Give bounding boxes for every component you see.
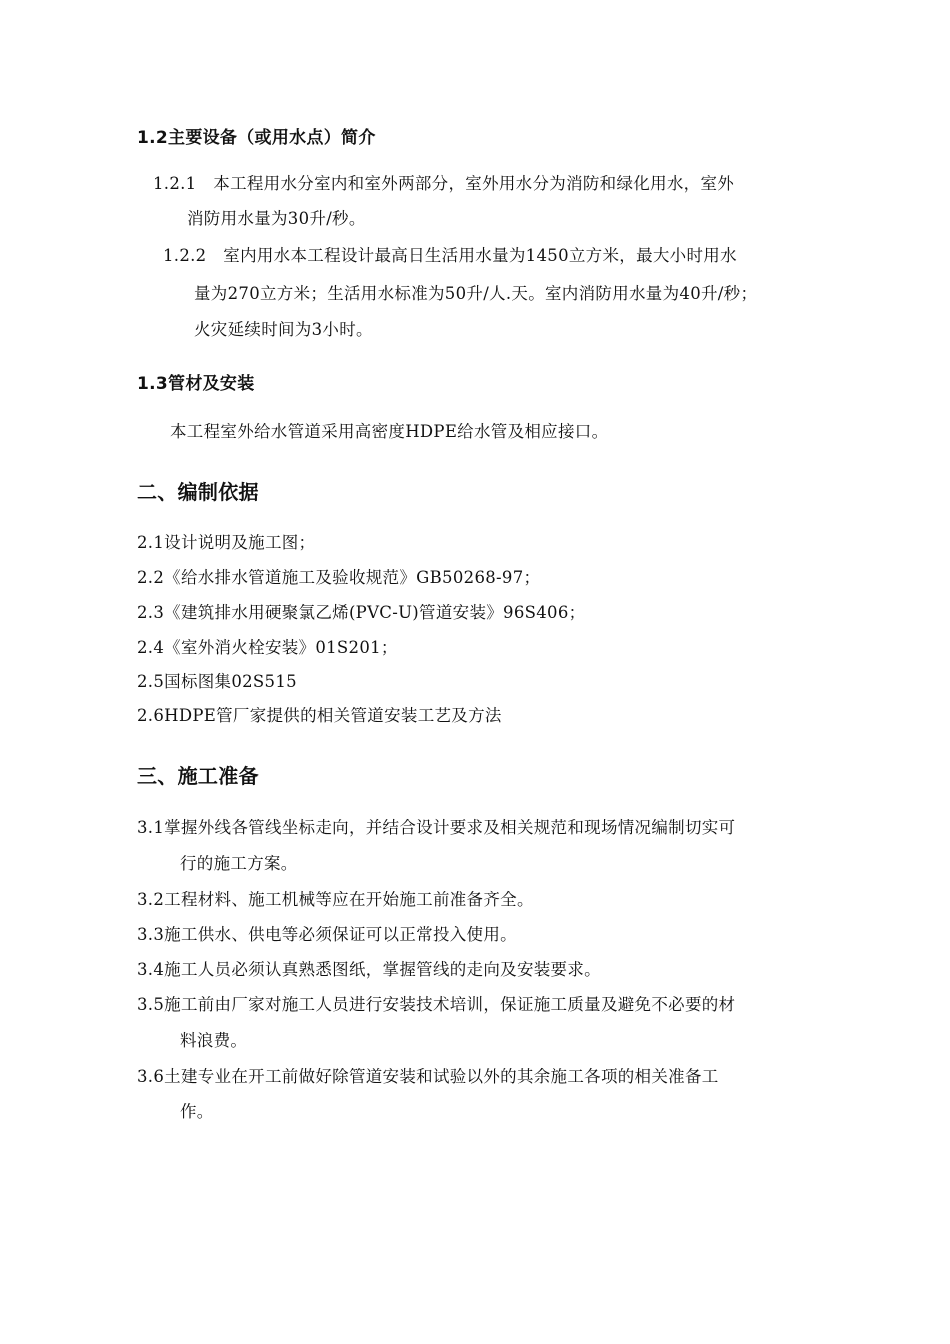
list-item-3-3: 3.3施工供水、供电等必须保证可以正常投入使用。 <box>137 925 517 944</box>
paragraph-1-2-2-line-1: 1.2.2 室内用水本工程设计最高日生活用水量为1450立方米，最大小时用水 <box>163 246 737 265</box>
section-heading-1-3: 1.3管材及安装 <box>137 374 255 394</box>
list-item-3-6-line-2: 作。 <box>180 1102 214 1121</box>
list-item-3-2: 3.2工程材料、施工机械等应在开始施工前准备齐全。 <box>137 890 534 909</box>
list-item-2-2: 2.2《给水排水管道施工及验收规范》GB50268-97； <box>137 568 541 587</box>
section-heading-1-2: 1.2主要设备（或用水点）简介 <box>137 128 376 148</box>
paragraph-1-2-2-line-2: 量为270立方米；生活用水标准为50升/人.天。室内消防用水量为40升/秒； <box>194 284 758 303</box>
section-heading-2: 二、编制依据 <box>137 480 259 504</box>
paragraph-1-2-2-line-3: 火灾延续时间为3小时。 <box>194 320 373 339</box>
paragraph-1-2-1-line-2: 消防用水量为30升/秒。 <box>187 209 366 228</box>
list-item-2-5: 2.5国标图集02S515 <box>137 672 297 691</box>
paragraph-1-2-1-line-1: 1.2.1 本工程用水分室内和室外两部分，室外用水分为消防和绿化用水，室外 <box>153 174 735 193</box>
list-item-2-6: 2.6HDPE管厂家提供的相关管道安装工艺及方法 <box>137 706 502 725</box>
section-heading-3: 三、施工准备 <box>137 764 259 788</box>
list-item-2-4: 2.4《室外消火栓安装》01S201； <box>137 638 398 657</box>
list-item-3-1-line-2: 行的施工方案。 <box>180 854 298 873</box>
list-item-3-5-line-2: 料浪费。 <box>180 1031 248 1050</box>
list-item-3-5-line-1: 3.5施工前由厂家对施工人员进行安装技术培训，保证施工质量及避免不必要的材 <box>137 995 736 1014</box>
list-item-3-6-line-1: 3.6土建专业在开工前做好除管道安装和试验以外的其余施工各项的相关准备工 <box>137 1067 719 1086</box>
list-item-2-1: 2.1设计说明及施工图； <box>137 533 316 552</box>
paragraph-1-3: 本工程室外给水管道采用高密度HDPE给水管及相应接口。 <box>170 422 609 441</box>
list-item-2-3: 2.3《建筑排水用硬聚氯乙烯(PVC-U)管道安装》96S406； <box>137 603 586 622</box>
list-item-3-4: 3.4施工人员必须认真熟悉图纸，掌握管线的走向及安装要求。 <box>137 960 601 979</box>
list-item-3-1-line-1: 3.1掌握外线各管线坐标走向，并结合设计要求及相关规范和现场情况编制切实可 <box>137 818 736 837</box>
